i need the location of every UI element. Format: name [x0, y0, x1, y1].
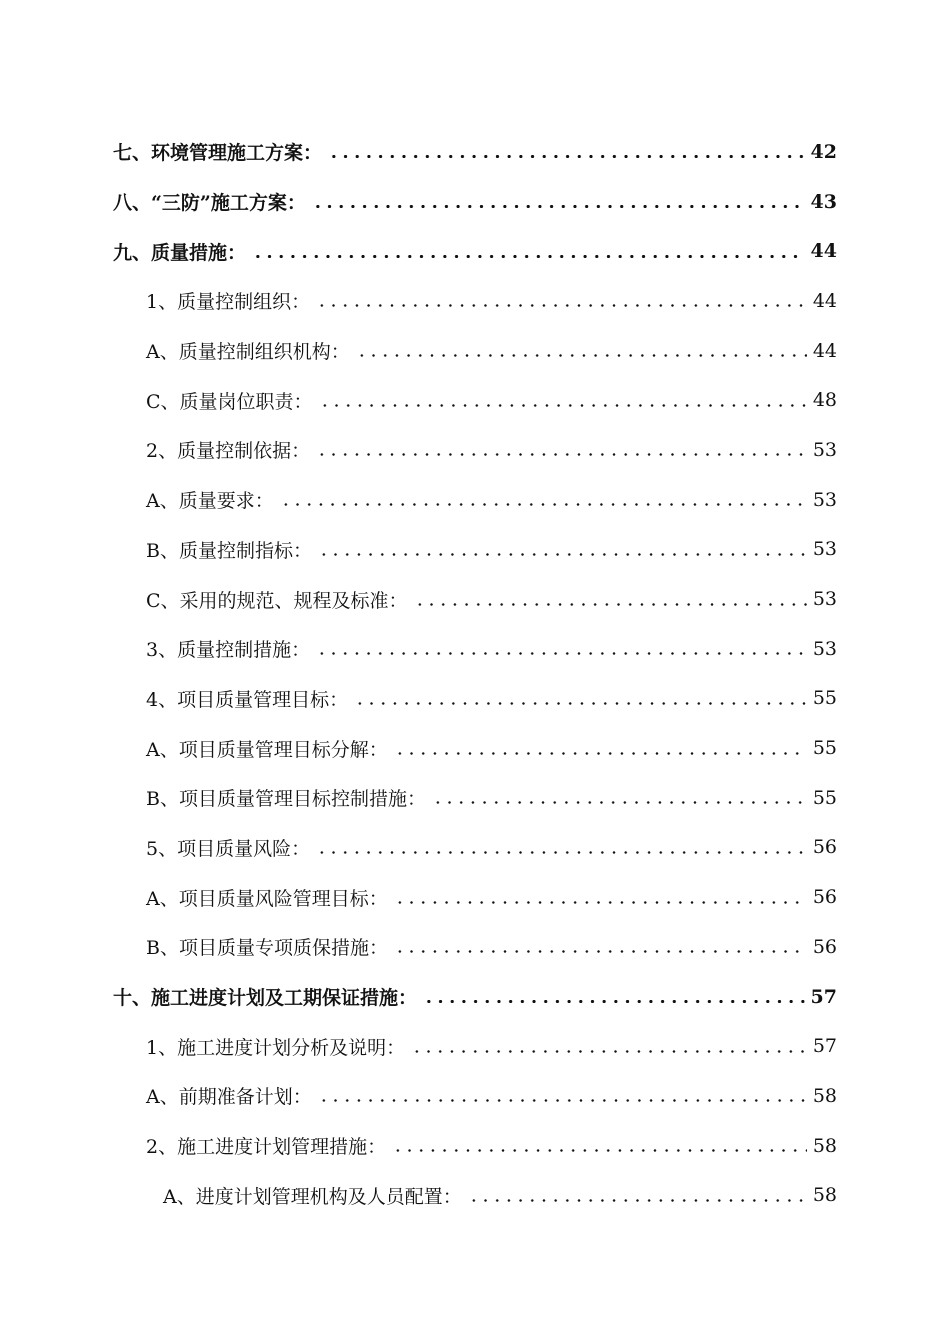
toc-entry[interactable]	[0, 773, 950, 823]
toc-entry[interactable]	[0, 1170, 950, 1220]
toc-dot-leader	[432, 801, 807, 804]
toc-dot-leader	[423, 1000, 805, 1003]
toc-entry[interactable]	[0, 1121, 950, 1171]
toc-page-number: 53	[812, 538, 837, 561]
toc-page-number: 56	[812, 935, 837, 958]
toc-page-number: 53	[812, 488, 837, 511]
toc-entry-title: C、采用的规范、规程及标准：	[146, 589, 408, 612]
toc-entry[interactable]	[0, 624, 950, 674]
toc-page-number: 44	[812, 339, 837, 362]
toc-entry-title: 八、“三防”施工方案：	[113, 192, 306, 215]
toc-entry-title: 4、项目质量管理目标：	[146, 688, 349, 711]
toc-entry-title: B、项目质量专项质保措施：	[146, 937, 388, 960]
toc-page-number: 44	[810, 240, 837, 263]
toc-dot-leader	[414, 603, 807, 606]
toc-dot-leader	[316, 453, 807, 456]
toc-dot-leader	[316, 652, 807, 655]
toc-dot-leader	[280, 503, 807, 506]
toc-page-number: 58	[812, 1134, 837, 1157]
toc-page-number: 48	[812, 389, 837, 412]
toc-entry-title: A、质量要求：	[146, 490, 274, 513]
toc-entry-title: A、质量控制组织机构：	[146, 341, 350, 364]
toc-entry-title: 3、质量控制措施：	[146, 639, 311, 662]
toc-entry-title: 十、施工进度计划及工期保证措施：	[113, 987, 418, 1010]
toc-entry-title: C、质量岗位职责：	[146, 390, 313, 413]
toc-dot-leader	[468, 1199, 807, 1202]
toc-entry[interactable]	[0, 674, 950, 724]
toc-entry-section-10[interactable]	[0, 972, 950, 1022]
toc-entry-title: 5、项目质量风险：	[146, 837, 311, 860]
toc-entry-title: A、项目质量管理目标分解：	[146, 738, 388, 761]
toc-page-number: 42	[810, 140, 837, 163]
toc-entry[interactable]	[0, 475, 950, 525]
toc-entry-section-9[interactable]	[0, 226, 950, 276]
toc-entry[interactable]	[0, 375, 950, 425]
toc-page-number: 57	[810, 985, 837, 1008]
toc-page-number: 53	[812, 588, 837, 611]
toc-entry[interactable]	[0, 525, 950, 575]
toc-entry[interactable]	[0, 1071, 950, 1121]
toc-page-number: 55	[812, 687, 837, 710]
toc-dot-leader	[354, 702, 807, 705]
toc-entry[interactable]	[0, 922, 950, 972]
toc-entry-title: 1、施工进度计划分析及说明：	[146, 1036, 406, 1059]
toc-entry[interactable]	[0, 574, 950, 624]
toc-dot-leader	[316, 851, 807, 854]
toc-page-number: 53	[812, 438, 837, 461]
toc-entry-section-8[interactable]	[0, 177, 950, 227]
toc-dot-leader	[394, 950, 807, 953]
toc-entry[interactable]	[0, 723, 950, 773]
toc-page-number: 55	[812, 737, 837, 760]
toc-entry-title: A、项目质量风险管理目标：	[146, 887, 388, 910]
toc-entry-section-7[interactable]	[0, 127, 950, 177]
toc-entry[interactable]	[0, 425, 950, 475]
toc-dot-leader	[316, 304, 807, 307]
toc-page-number: 58	[812, 1184, 837, 1207]
toc-entry-title: 九、质量措施：	[113, 241, 247, 264]
toc-dot-leader	[318, 553, 807, 556]
toc-dot-leader	[394, 752, 807, 755]
toc-dot-leader	[328, 155, 805, 158]
toc-entry[interactable]	[0, 872, 950, 922]
toc-dot-leader	[318, 1099, 807, 1102]
toc-dot-leader	[411, 1050, 807, 1053]
toc-page-number: 44	[812, 289, 837, 312]
toc-dot-leader	[394, 901, 807, 904]
toc-entry-title: 1、质量控制组织：	[146, 291, 311, 314]
toc-dot-leader	[319, 404, 807, 407]
toc-entry[interactable]	[0, 1021, 950, 1071]
toc-page-number: 55	[812, 786, 837, 809]
toc-dot-leader	[356, 354, 807, 357]
toc-entry-title: A、进度计划管理机构及人员配置：	[163, 1185, 462, 1208]
toc-page-number: 57	[812, 1035, 837, 1058]
toc-entry[interactable]	[0, 823, 950, 873]
toc-entry-title: 2、施工进度计划管理措施：	[146, 1136, 387, 1159]
toc-dot-leader	[392, 1149, 807, 1152]
toc-entry[interactable]	[0, 276, 950, 326]
toc-page-number: 53	[812, 637, 837, 660]
table-of-contents	[0, 127, 950, 1220]
toc-dot-leader	[252, 255, 805, 258]
toc-entry-title: B、项目质量管理目标控制措施：	[146, 788, 426, 811]
toc-page-number: 56	[812, 886, 837, 909]
toc-entry-title: 2、质量控制依据：	[146, 440, 311, 463]
toc-page-number: 58	[812, 1084, 837, 1107]
toc-entry[interactable]	[0, 326, 950, 376]
toc-entry-title: A、前期准备计划：	[146, 1086, 312, 1109]
toc-dot-leader	[312, 205, 805, 208]
toc-page-number: 56	[812, 836, 837, 859]
toc-entry-title: B、质量控制指标：	[146, 539, 312, 562]
toc-page-number: 43	[810, 190, 837, 213]
toc-entry-title: 七、环境管理施工方案：	[113, 142, 323, 165]
